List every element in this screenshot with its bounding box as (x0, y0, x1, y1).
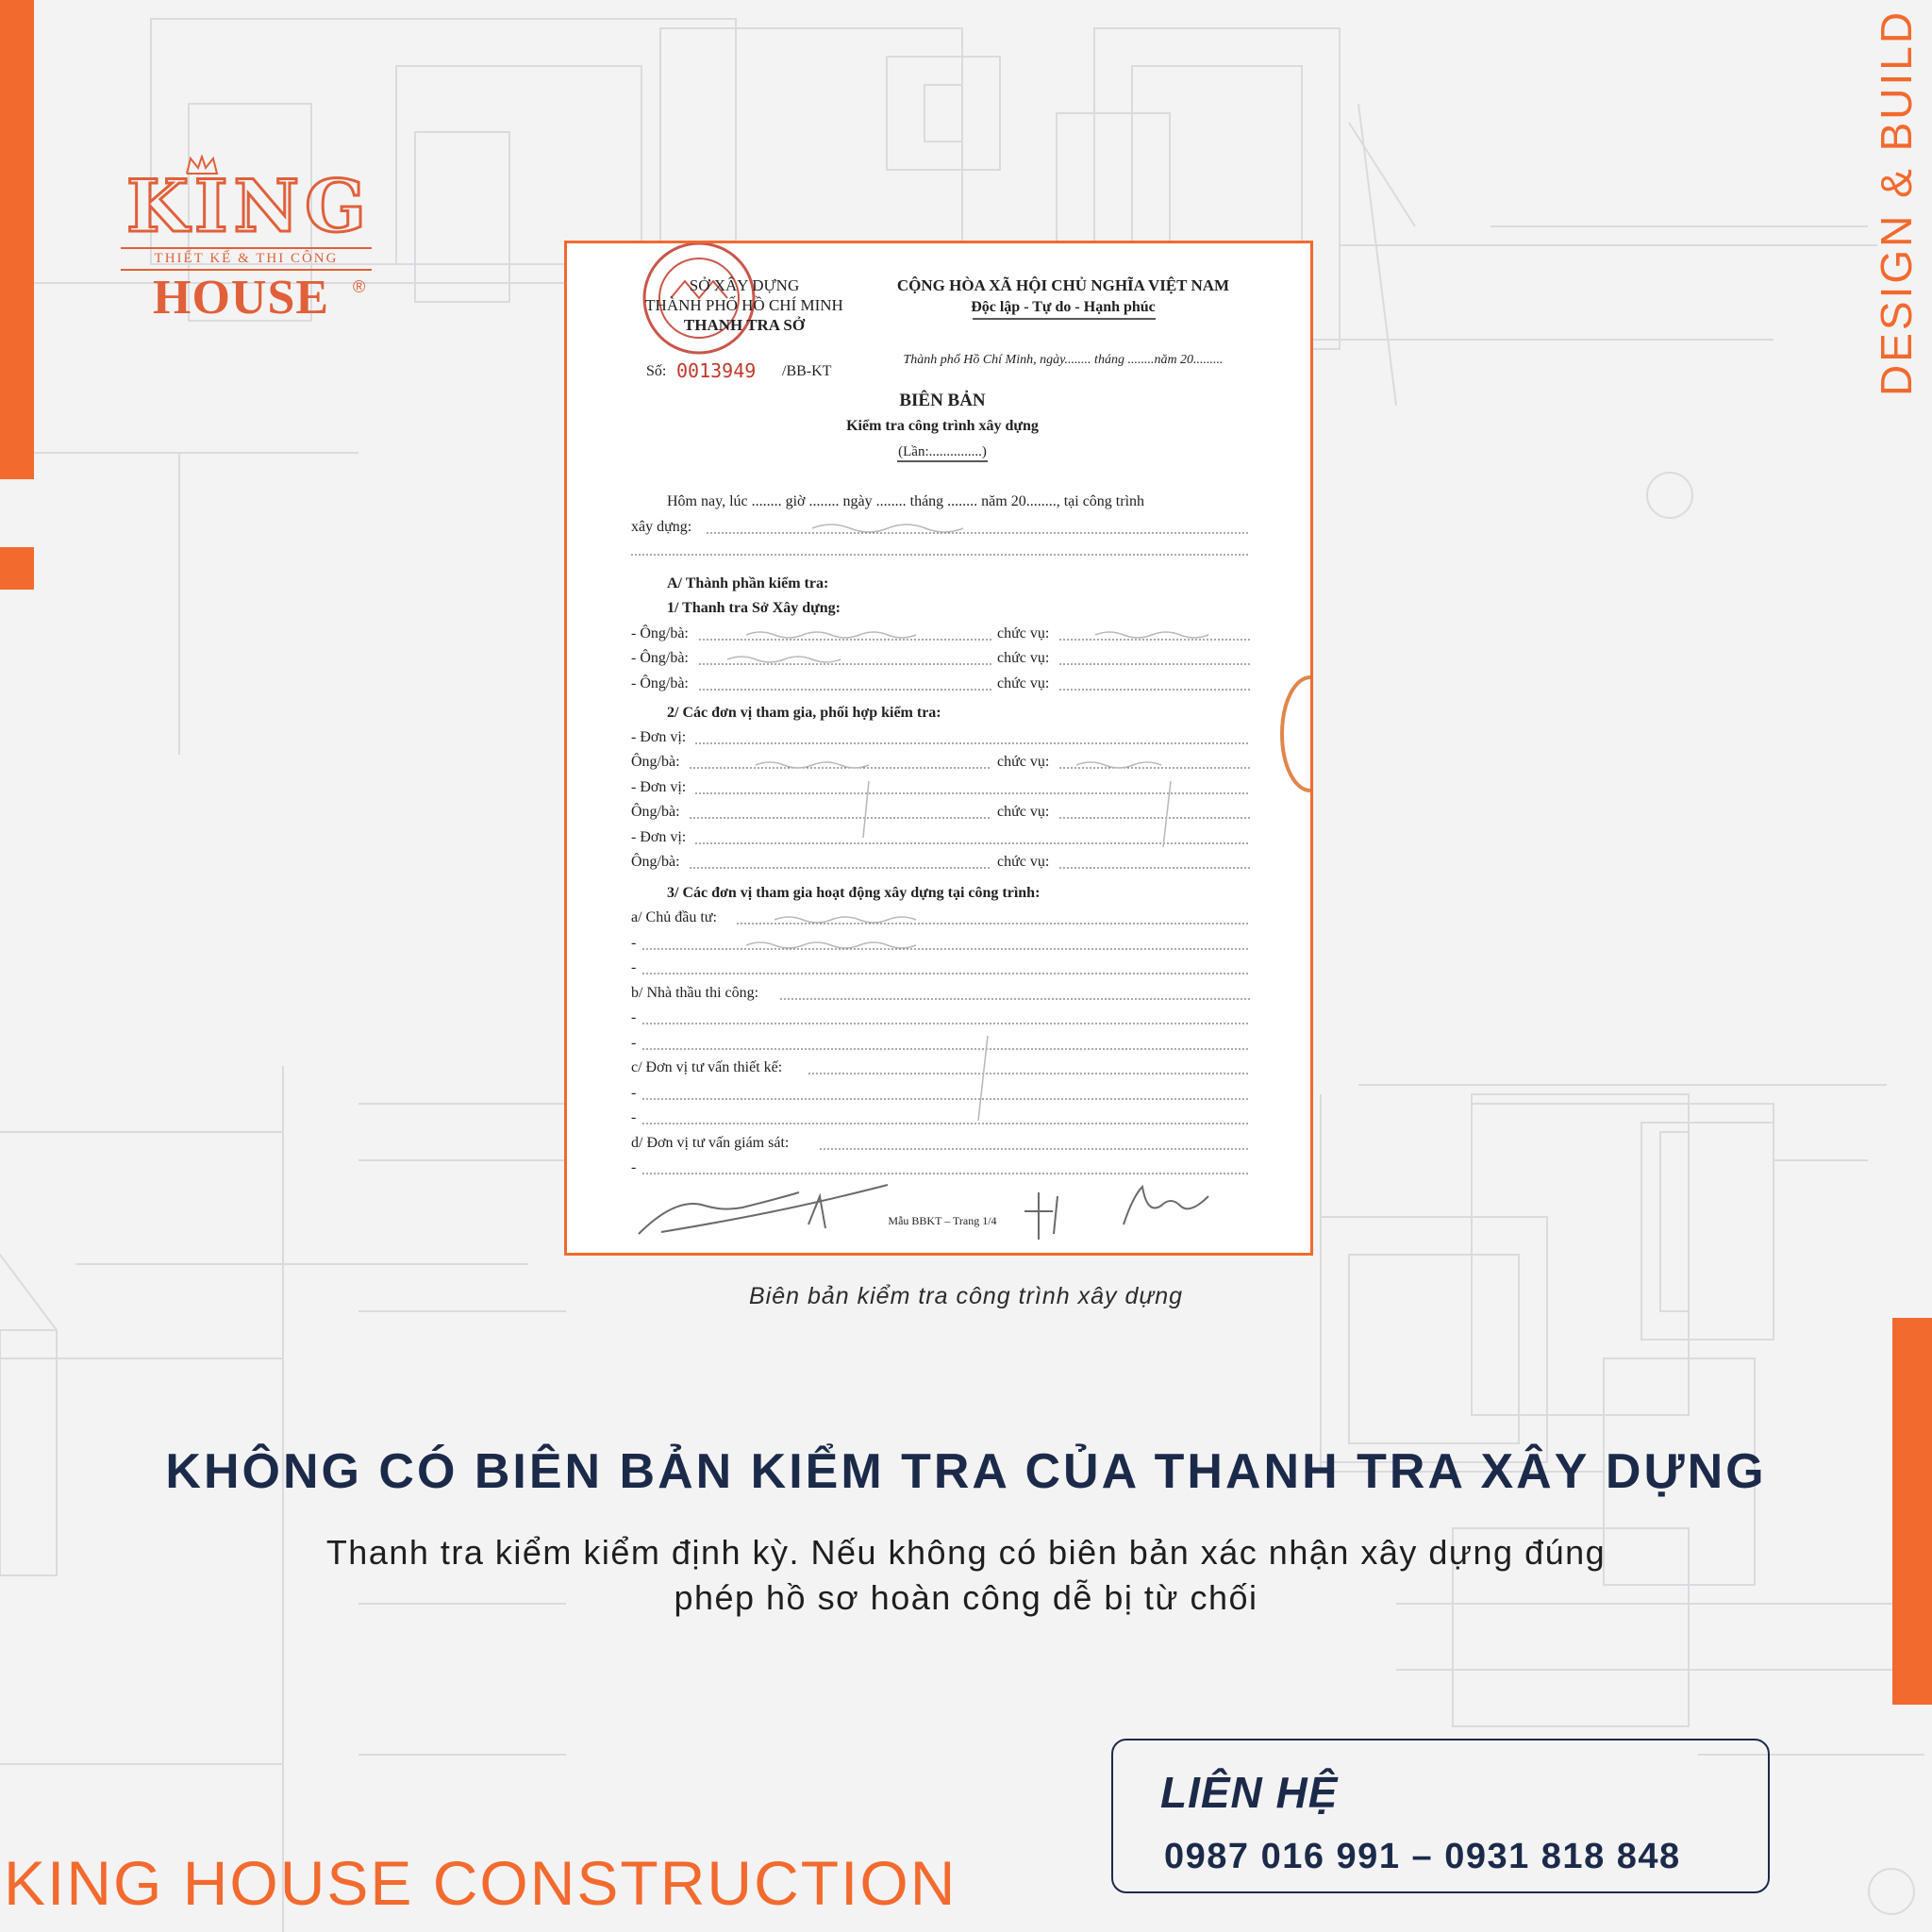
doc-footer: Mẫu BBKT – Trang 1/4 (888, 1214, 997, 1227)
image-caption: Biên bản kiểm tra công trình xây dựng (748, 1283, 1184, 1309)
contact-phones[interactable]: 0987 016 991 – 0931 818 848 (1164, 1837, 1681, 1876)
dash-1: - (631, 935, 637, 951)
doc-subtitle: Kiểm tra công trình xây dựng (846, 418, 1039, 434)
contact-title: LIÊN HỆ (1160, 1768, 1339, 1817)
unit-label-2: - Đơn vị: (631, 779, 687, 795)
section-1: 1/ Thanh tra Sở Xây dựng: (667, 600, 841, 616)
section-a: A/ Thành phần kiểm tra: (667, 575, 829, 591)
headline: KHÔNG CÓ BIÊN BẢN KIỂM TRA CỦA THANH TRA XÂY DỰNG (165, 1444, 1767, 1499)
country-line-2: Độc lập - Tự do - Hạnh phúc (971, 299, 1156, 315)
person-label-2: - Ông/bà: (631, 650, 689, 666)
king-house-logo (121, 164, 377, 325)
intro-line: Hôm nay, lúc ........ giờ ........ ngày ........ tháng ........ năm 20........, tại công trình (667, 493, 1145, 509)
accent-bar-left-small (0, 547, 34, 590)
person-label-1: - Ông/bà: (631, 625, 689, 641)
dash-4: - (631, 1035, 637, 1051)
position-label-2: chức vụ: (997, 650, 1050, 666)
agency-line-1: SỞ XÂY DỰNG (689, 276, 800, 294)
logo-king-text: KING (126, 164, 372, 248)
design-build-tagline: DESIGN & BUILD (1872, 8, 1921, 396)
section-3: 3/ Các đơn vị tham gia hoạt động xây dựng tại công trình: (667, 885, 1041, 901)
site-label: xây dựng: (631, 519, 692, 535)
position-label-4: chức vụ: (997, 754, 1050, 770)
inspection-record-image (564, 241, 1313, 1256)
supervise-label: d/ Đơn vị tư vấn giám sát: (631, 1135, 790, 1151)
doc-attempt: (Lần:...............) (898, 444, 987, 459)
signatures (639, 1185, 1208, 1240)
place-date: Thành phố Hồ Chí Minh, ngày........ tháng ........năm 20......... (903, 353, 1224, 367)
design-label: c/ Đơn vị tư vấn thiết kế: (631, 1059, 783, 1075)
accent-bar-left-top (0, 0, 34, 479)
unit-label-1: - Đơn vị: (631, 729, 687, 745)
position-label-3: chức vụ: (997, 675, 1050, 691)
position-label-5: chức vụ: (997, 804, 1050, 820)
company-name: KING HOUSE CONSTRUCTION (4, 1848, 958, 1918)
dash-2: - (631, 959, 637, 975)
person-label2-1: Ông/bà: (631, 754, 680, 770)
body-line-2: phép hồ sơ hoàn công dễ bị từ chối (674, 1578, 1258, 1617)
body-text (142, 1530, 1790, 1621)
person-label2-3: Ông/bà: (631, 854, 680, 870)
dash-6: - (631, 1109, 637, 1125)
country-line-1: CỘNG HÒA XÃ HỘI CHỦ NGHĨA VIỆT NAM (896, 276, 1230, 294)
person-label-3: - Ông/bà: (631, 675, 689, 691)
agency-line-2: THÀNH PHỐ HỒ CHÍ MINH (645, 296, 843, 314)
number-suffix: /BB-KT (782, 363, 832, 379)
number-value: 0013949 (676, 359, 757, 382)
position-label-6: chức vụ: (997, 854, 1050, 870)
form-dotted-lines (631, 533, 1250, 1174)
section-2: 2/ Các đơn vị tham gia, phối hợp kiểm tra: (667, 705, 941, 721)
body-line-1: Thanh tra kiểm kiểm định kỳ. Nếu không có biên bản xác nhận xây dựng đúng (325, 1533, 1607, 1572)
position-label-1: chức vụ: (997, 625, 1050, 641)
owner-label: a/ Chủ đầu tư: (631, 909, 717, 925)
person-label2-2: Ông/bà: (631, 804, 680, 820)
registered-mark: ® (353, 277, 366, 296)
dash-7: - (631, 1159, 637, 1175)
number-label: Số: (646, 363, 667, 379)
doc-title: BIÊN BẢN (899, 391, 986, 410)
accent-bar-right-bottom (1892, 1318, 1932, 1705)
contractor-label: b/ Nhà thầu thi công: (631, 985, 759, 1001)
logo-house-text: HOUSE (153, 271, 330, 325)
unit-label-3: - Đơn vị: (631, 829, 687, 845)
side-stamp-fragment (1282, 677, 1310, 791)
logo-subtitle: THIẾT KẾ & THI CÔNG (121, 247, 372, 271)
contact-box[interactable] (1111, 1739, 1770, 1893)
dash-5: - (631, 1085, 637, 1101)
agency-line-3: THANH TRA SỞ (683, 316, 806, 334)
dash-3: - (631, 1009, 637, 1025)
